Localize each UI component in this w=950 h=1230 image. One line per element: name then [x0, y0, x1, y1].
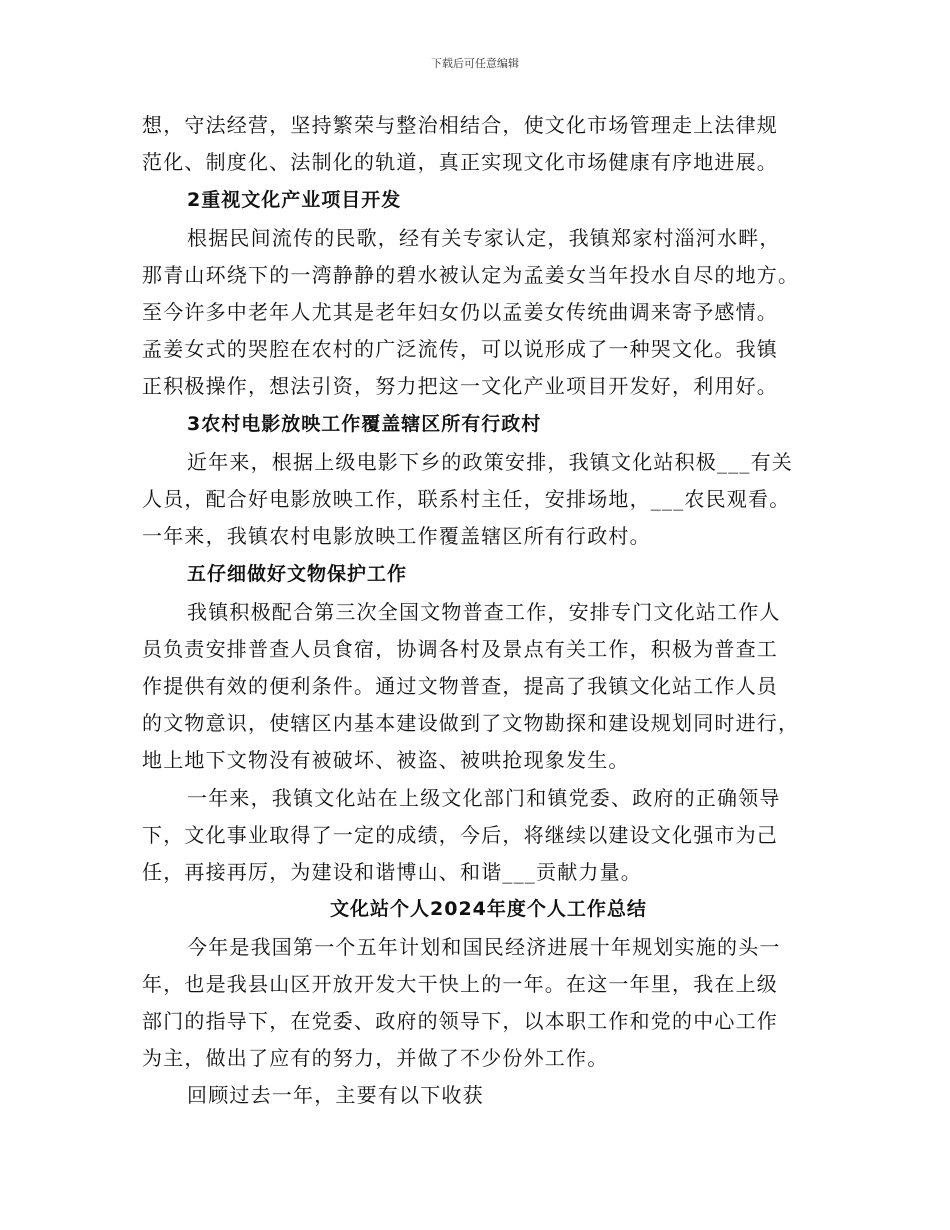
paragraph-line: 任，再接再厉，为建设和谐博山、和谐___贡献力量。	[142, 860, 642, 884]
paragraph-line: 想，守法经营，坚持繁荣与整治相结合，使文化市场管理走上法律规	[142, 113, 778, 137]
paragraph-line: 根据民间流传的民歌，经有关专家认定，我镇郑家村淄河水畔，	[187, 226, 781, 250]
section-heading: 2重视文化产业项目开发	[187, 189, 402, 211]
paragraph-line: 回顾过去一年，主要有以下收获	[187, 1083, 484, 1107]
paragraph-line: 今年是我国第一个五年计划和国民经济进展十年规划实施的头一	[187, 935, 781, 959]
paragraph-line: 至今许多中老年人尤其是老年妇女仍以孟姜女传统曲调来寄予感情。	[142, 300, 778, 324]
document-title: 文化站个人2024年度个人工作总结	[330, 898, 647, 920]
paragraph-line: 孟姜女式的哭腔在农村的广泛流传，可以说形成了一种哭文化。我镇	[142, 337, 778, 361]
section-heading: 五仔细做好文物保护工作	[187, 563, 408, 585]
paragraph-line: 部门的指导下，在党委、政府的领导下，以本职工作和党的中心工作	[142, 1009, 778, 1033]
paragraph-line: 一年来，我镇农村电影放映工作覆盖辖区所有行政村。	[142, 524, 651, 548]
paragraph-line: 为主，做出了应有的努力，并做了不少份外工作。	[142, 1046, 609, 1070]
paragraph-line: 年，也是我县山区开放开发大干快上的一年。在这一年里，我在上级	[142, 972, 778, 996]
paragraph-line: 一年来，我镇文化站在上级文化部门和镇党委、政府的正确领导	[187, 786, 781, 810]
page-header: 下载后可任意编辑	[431, 57, 519, 70]
paragraph-line: 近年来，根据上级电影下乡的政策安排，我镇文化站积极___有关	[187, 450, 793, 474]
paragraph-line: 正积极操作，想法引资，努力把这一文化产业项目开发好，利用好。	[142, 374, 778, 398]
paragraph-line: 下，文化事业取得了一定的成绩，今后，将继续以建设文化强市为己	[142, 823, 778, 847]
paragraph-line: 地上地下文物没有被破坏、被盗、被哄抢现象发生。	[142, 748, 630, 772]
paragraph-line: 人员，配合好电影放映工作，联系村主任，安排场地，___农民观看。	[142, 487, 791, 511]
section-heading: 3农村电影放映工作覆盖辖区所有行政村	[187, 413, 542, 435]
paragraph-line: 员负责安排普查人员食宿，协调各村及景点有关工作，积极为普查工	[142, 637, 778, 661]
paragraph-line: 作提供有效的便利条件。通过文物普查，提高了我镇文化站工作人员	[142, 674, 778, 698]
paragraph-line: 那青山环绕下的一湾静静的碧水被认定为孟姜女当年投水自尽的地方。	[142, 263, 800, 287]
paragraph-line: 我镇积极配合第三次全国文物普查工作，安排专门文化站工作人	[187, 600, 781, 624]
paragraph-line: 范化、制度化、法制化的轨道，真正实现文化市场健康有序地进展。	[142, 150, 778, 174]
paragraph-line: 的文物意识，使辖区内基本建设做到了文物勘探和建设规划同时进行，	[142, 711, 800, 735]
